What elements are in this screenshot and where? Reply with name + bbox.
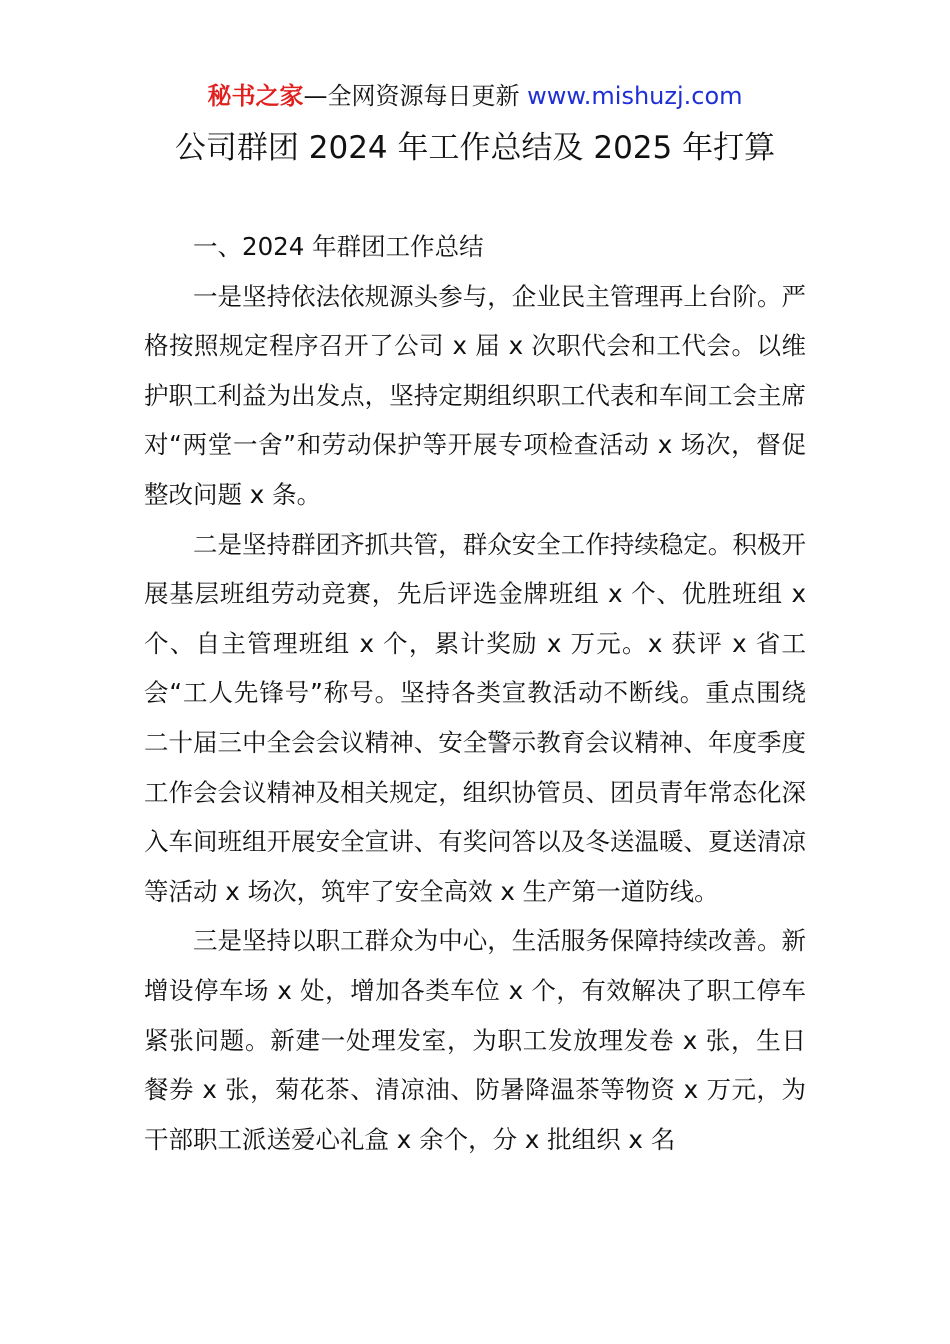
- site-tagline: —全网资源每日更新: [303, 82, 528, 110]
- site-banner: [0, 80, 950, 112]
- body-paragraph-1: 一是坚持依法依规源头参与，企业民主管理再上台阶。严格按照规定程序召开了公司 x 届 x 次职代会和工代会。以维护职工利益为出发点，坚持定期组织职工代表和车间工会主席对“两堂一舍”和劳动保护等开展专项检查活动 x 场次，督促整改问题 x 条。: [144, 281, 806, 509]
- site-url-link[interactable]: www.mishuzj.com: [527, 82, 743, 110]
- section-heading: 一、2024 年群团工作总结: [193, 232, 484, 261]
- document-body: [144, 222, 806, 1164]
- site-name: 秘书之家: [207, 82, 304, 110]
- document-title: 公司群团 2024 年工作总结及 2025 年打算: [174, 130, 776, 166]
- body-paragraph-3: 三是坚持以职工群众为中心，生活服务保障持续改善。新增设停车场 x 处，增加各类车位 x 个，有效解决了职工停车紧张问题。新建一处理发室，为职工发放理发卷 x 张，生日餐券 x 张，菊花茶、清凉油、防暑降温茶等物资 x 万元，为干部职工派送爱心礼盒 x 余个，分 x 批组织 x 名: [144, 926, 806, 1154]
- body-paragraph-2: 二是坚持群团齐抓共管，群众安全工作持续稳定。积极开展基层班组劳动竞赛，先后评选金牌班组 x 个、优胜班组 x 个、自主管理班组 x 个，累计奖励 x 万元。x 获评 x 省工会“工人先锋号”称号。坚持各类宣教活动不断线。重点围绕二十届三中全会会议精神、安全警示教育会议精神、年度季度工作会会议精神及相关规定，组织协管员、团员青年常态化深入车间班组开展安全宣讲、有奖问答以及冬送温暖、夏送清凉等活动 x 场次，筑牢了安全高效 x 生产第一道防线。: [144, 529, 806, 906]
